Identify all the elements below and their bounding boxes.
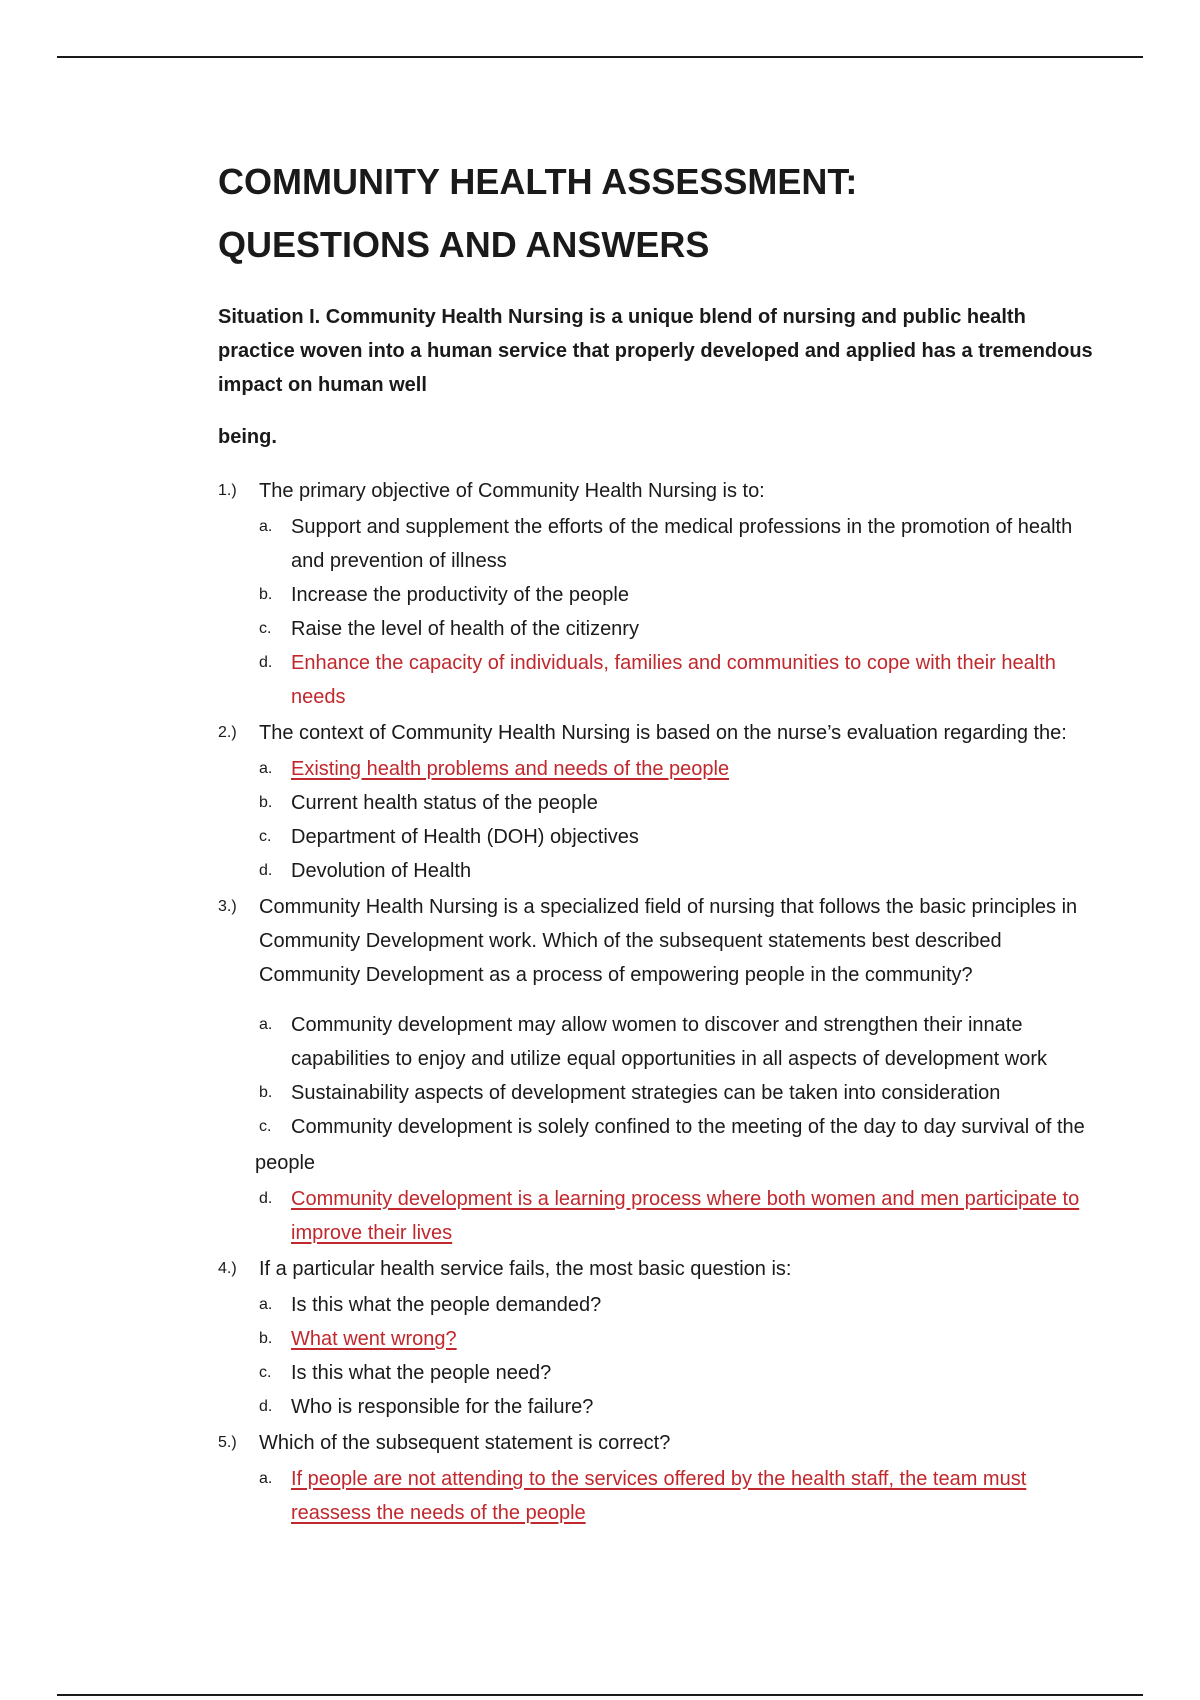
- question-4: [218, 1252, 1098, 1424]
- question-text: Which of the subsequent statement is correct?: [259, 1432, 671, 1454]
- title-line-2: QUESTIONS AND ANSWERS: [218, 224, 710, 265]
- situation-intro: Situation I. Community Health Nursing is a unique blend of nursing and public health practice woven into a human service that properly developed and applied has a tremendous impact on human well: [218, 306, 1093, 396]
- option-text: Sustainability aspects of development strategies can be taken into consideration: [291, 1082, 1001, 1104]
- situation-intro-tail: being.: [218, 426, 277, 448]
- option-b: [259, 578, 1098, 612]
- option-letter: b.: [259, 1084, 273, 1101]
- option-text: Department of Health (DOH) objectives: [291, 826, 639, 848]
- answer-text: If people are not attending to the services offered by the health staff, the team must reassess the needs of the people: [291, 1468, 1027, 1524]
- option-letter: a.: [259, 1016, 273, 1033]
- bottom-rule: [57, 1694, 1143, 1696]
- title-line-1: COMMUNITY HEALTH ASSESSMENT:: [218, 161, 858, 202]
- option-a: [259, 510, 1098, 578]
- question-text: The primary objective of Community Health Nursing is to:: [259, 480, 765, 502]
- option-list: [259, 510, 1098, 714]
- option-list: [259, 752, 1098, 888]
- option-d: [259, 1390, 1098, 1424]
- question-text: Community Health Nursing is a specialized field of nursing that follows the basic principles in Community Development work. Which of the subsequent statements best described Community Development as a process of empowering people in the community?: [259, 896, 1078, 986]
- option-text: Devolution of Health: [291, 860, 472, 882]
- option-c: [259, 1356, 1098, 1390]
- option-list: [259, 1462, 1098, 1530]
- question-list: [218, 474, 1098, 1530]
- option-c: [259, 1110, 1098, 1144]
- option-letter: d.: [259, 862, 273, 879]
- question-number: 2.): [218, 724, 237, 741]
- option-letter: c.: [259, 828, 272, 845]
- question-5: [218, 1426, 1098, 1530]
- option-a: [259, 1288, 1098, 1322]
- question-2: [218, 716, 1098, 888]
- answer-text: Enhance the capacity of individuals, families and communities to cope with their health needs: [291, 652, 1056, 708]
- option-letter: a.: [259, 1470, 273, 1487]
- option-a-answer: [259, 1462, 1098, 1530]
- question-3: [218, 890, 1098, 1250]
- option-d: [259, 854, 1098, 888]
- option-list-continued: [259, 1182, 1098, 1250]
- option-letter: c.: [259, 620, 272, 637]
- option-d-answer: [259, 1182, 1098, 1250]
- option-text: Community development is solely confined to the meeting of the day to day survival of the: [291, 1116, 1085, 1138]
- question-text: If a particular health service fails, the most basic question is:: [259, 1258, 792, 1280]
- option-text: Community development may allow women to discover and strengthen their innate capabilities to enjoy and utilize equal opportunities in all aspects of development work: [291, 1014, 1048, 1070]
- option-letter: d.: [259, 1190, 273, 1207]
- question-number: 5.): [218, 1434, 237, 1451]
- answer-text: Existing health problems and needs of the people: [291, 758, 730, 780]
- option-b: [259, 1076, 1098, 1110]
- option-a-answer: [259, 752, 1098, 786]
- option-letter: a.: [259, 760, 273, 777]
- option-d-answer: [259, 646, 1098, 714]
- option-text: Raise the level of health of the citizenry: [291, 618, 639, 640]
- document-title: [218, 150, 1098, 276]
- top-rule: [57, 56, 1143, 58]
- question-number: 1.): [218, 482, 237, 499]
- option-letter: c.: [259, 1118, 272, 1135]
- option-c: [259, 612, 1098, 646]
- option-b: [259, 786, 1098, 820]
- question-number: 3.): [218, 898, 237, 915]
- question-1: [218, 474, 1098, 714]
- option-letter: b.: [259, 586, 273, 603]
- option-list: [259, 1288, 1098, 1424]
- option-a: [259, 1008, 1098, 1076]
- option-b-answer: [259, 1322, 1098, 1356]
- option-letter: b.: [259, 1330, 273, 1347]
- option-letter: d.: [259, 1398, 273, 1415]
- answer-text: Community development is a learning process where both women and men participate to improve their lives: [291, 1188, 1080, 1244]
- option-text: Current health status of the people: [291, 792, 598, 814]
- option-text: Increase the productivity of the people: [291, 584, 629, 606]
- option-text: Is this what the people need?: [291, 1362, 552, 1384]
- option-letter: d.: [259, 654, 273, 671]
- option-letter: c.: [259, 1364, 272, 1381]
- option-c-continuation: people: [255, 1152, 316, 1174]
- option-letter: a.: [259, 1296, 273, 1313]
- question-text: The context of Community Health Nursing is based on the nurse’s evaluation regarding the:: [259, 722, 1067, 744]
- answer-text: What went wrong?: [291, 1328, 457, 1350]
- option-letter: b.: [259, 794, 273, 811]
- option-c: [259, 820, 1098, 854]
- option-letter: a.: [259, 518, 273, 535]
- option-text: Support and supplement the efforts of the medical professions in the promotion of health and prevention of illness: [291, 516, 1073, 572]
- question-number: 4.): [218, 1260, 237, 1277]
- document-body: [218, 150, 1098, 1532]
- option-text: Is this what the people demanded?: [291, 1294, 602, 1316]
- option-list: [259, 1008, 1098, 1144]
- option-text: Who is responsible for the failure?: [291, 1396, 594, 1418]
